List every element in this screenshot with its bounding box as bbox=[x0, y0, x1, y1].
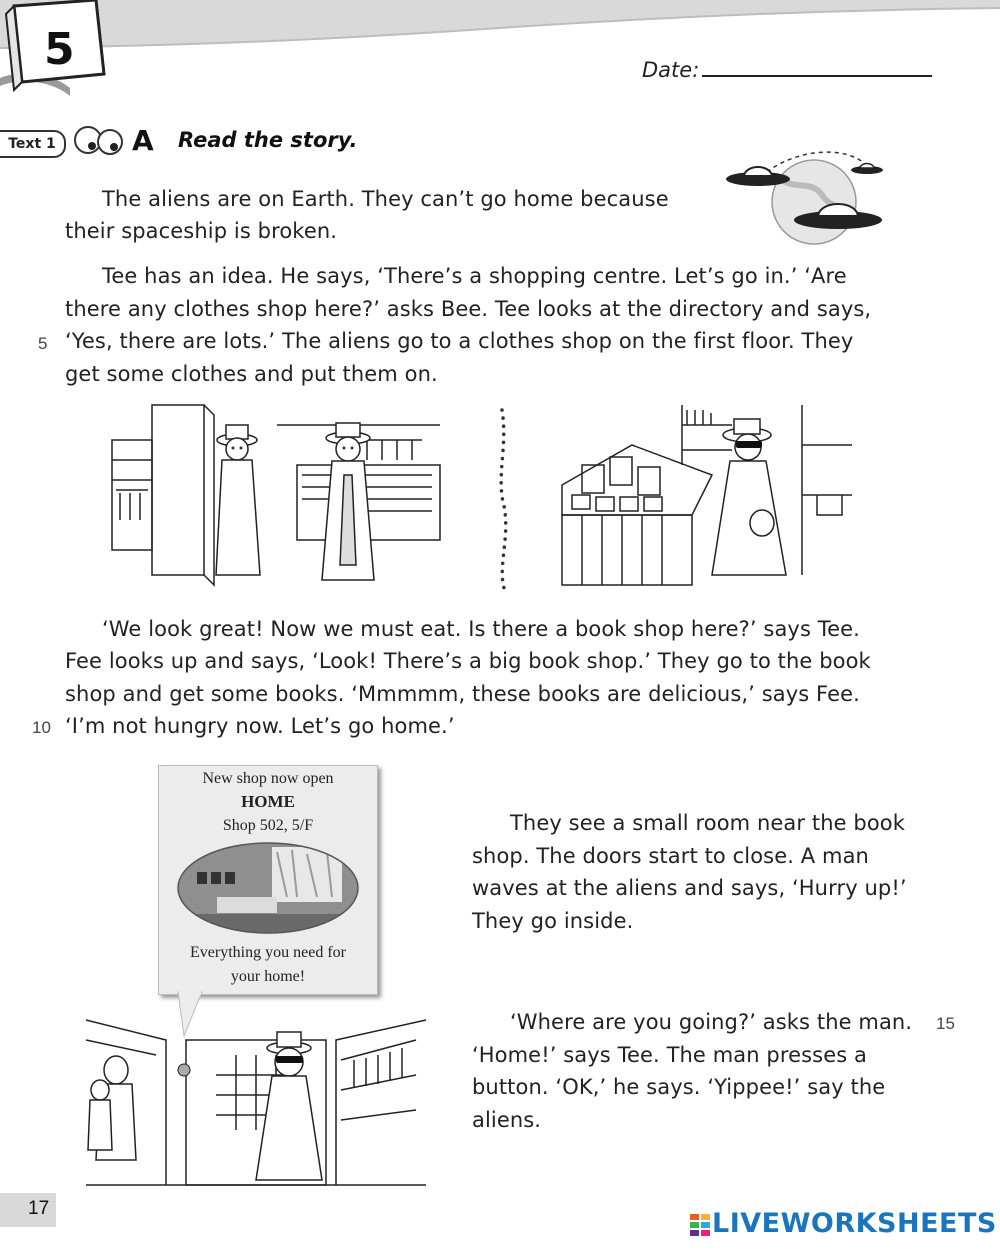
story-line: ‘Where are you going?’ asks the man. bbox=[510, 1010, 913, 1034]
task-instruction: Read the story. bbox=[178, 128, 358, 152]
story-line: ‘We look great! Now we must eat. Is there a book shop here?’ says Tee. bbox=[102, 617, 860, 641]
story-line: waves at the aliens and says, ‘Hurry up!’ bbox=[472, 876, 907, 900]
line-number: 10 bbox=[32, 718, 51, 737]
page-number-box bbox=[0, 1193, 56, 1227]
story-line: shop. The doors start to close. A man bbox=[472, 844, 869, 868]
date-input-line[interactable] bbox=[702, 75, 932, 77]
eyes-icon bbox=[72, 124, 128, 156]
clothes-shop-illustration bbox=[112, 405, 440, 590]
advert-footer: your home! bbox=[230, 968, 306, 985]
unit-badge bbox=[0, 0, 110, 100]
story-line: get some clothes and put them on. bbox=[65, 362, 438, 386]
advert-location: Shop 502, 5/F bbox=[222, 817, 314, 834]
advert-line: New shop now open bbox=[202, 770, 334, 787]
line-number: 5 bbox=[38, 334, 48, 353]
date-label: Date: bbox=[642, 58, 700, 82]
story-line: there any clothes shop here?’ asks Bee. Tee looks at the directory and says, bbox=[65, 297, 872, 321]
brand-name: LIVEWORKSHEETS bbox=[712, 1208, 997, 1239]
shop-advert bbox=[158, 765, 378, 995]
spaceship-illustration bbox=[722, 150, 887, 245]
story-line: button. ‘OK,’ he says. ‘Yippee!’ say the bbox=[472, 1075, 886, 1099]
header-band bbox=[0, 0, 1000, 60]
text-tag: Text 1 bbox=[0, 130, 66, 158]
page-number: 17 bbox=[28, 1198, 50, 1219]
story-line: They go inside. bbox=[472, 909, 634, 933]
liveworksheets-grid-icon bbox=[690, 1214, 710, 1236]
story-line: The aliens are on Earth. They can’t go home because bbox=[102, 187, 669, 211]
line-number: 15 bbox=[936, 1014, 955, 1033]
living-room-photo bbox=[177, 842, 359, 934]
book-shop-illustration bbox=[562, 405, 852, 590]
advert-title: HOME bbox=[241, 792, 295, 811]
lift-illustration bbox=[86, 1000, 426, 1185]
story-line: shop and get some books. ‘Mmmmm, these books are delicious,’ says Fee. bbox=[65, 682, 860, 706]
task-letter: A bbox=[132, 124, 154, 157]
story-line: aliens. bbox=[472, 1108, 542, 1132]
story-line: They see a small room near the book bbox=[510, 811, 906, 835]
story-line: ‘I’m not hungry now. Let’s go home.’ bbox=[65, 714, 455, 738]
story-line: ‘Yes, there are lots.’ The aliens go to a clothes shop on the first floor. They bbox=[65, 329, 854, 353]
story-line: Tee has an idea. He says, ‘There’s a shopping centre. Let’s go in.’ ‘Are bbox=[102, 264, 847, 288]
story-line: ‘Home!’ says Tee. The man presses a bbox=[472, 1043, 868, 1067]
advert-footer: Everything you need for bbox=[190, 944, 346, 961]
unit-number: 5 bbox=[44, 24, 75, 75]
story-line: their spaceship is broken. bbox=[65, 219, 338, 243]
story-line: Fee looks up and says, ‘Look! There’s a big book shop.’ They go to the book bbox=[65, 649, 871, 673]
dotted-divider bbox=[492, 406, 516, 592]
